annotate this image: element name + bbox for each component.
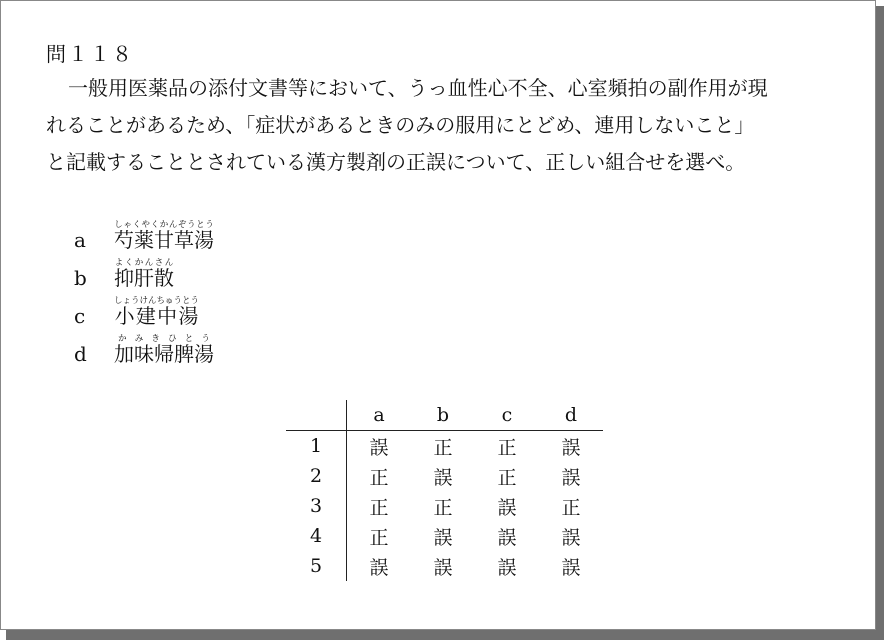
header-col-a: a — [347, 400, 412, 431]
option-letter: b — [74, 266, 87, 290]
cell-a: 正 — [369, 466, 389, 489]
option-letter: a — [74, 228, 86, 252]
cell-c: 正 — [497, 466, 517, 489]
cell-a: 正 — [369, 496, 389, 519]
table-row — [286, 521, 603, 551]
card-shadow-right — [876, 6, 884, 636]
option-letter: d — [74, 342, 87, 366]
option-name: 加味帰脾湯 — [114, 342, 214, 366]
row-number: 1 — [286, 431, 347, 462]
cell-d: 誤 — [561, 526, 581, 549]
card-shadow-bottom — [6, 630, 884, 640]
cell-d: 誤 — [561, 556, 581, 579]
table-row — [286, 491, 603, 521]
question-line-1: 一般用医薬品の添付文書等において、うっ血性心不全、心室頻拍の副作用が現 — [68, 76, 768, 100]
cell-a: 正 — [369, 526, 389, 549]
option-name: 芍薬甘草湯 — [114, 228, 214, 252]
answer-table — [286, 400, 603, 581]
option-b — [74, 258, 174, 291]
option-reading: よくかんさん — [114, 258, 174, 268]
option-reading: しょうけんちゅうとう — [114, 296, 200, 306]
cell-c: 誤 — [497, 526, 517, 549]
option-name: 抑肝散 — [114, 266, 174, 290]
option-d — [74, 334, 214, 367]
header-col-c: c — [475, 400, 539, 431]
cell-c: 誤 — [497, 496, 517, 519]
option-a — [74, 220, 214, 253]
header-col-b: b — [411, 400, 475, 431]
cell-d: 誤 — [561, 436, 581, 459]
table-row — [286, 461, 603, 491]
question-line-2: れることがあるため、「症状があるときのみの服用にとどめ、連用しないこと」 — [46, 113, 755, 137]
row-number: 2 — [286, 461, 347, 491]
question-text — [46, 70, 846, 181]
cell-a: 誤 — [369, 436, 389, 459]
row-number: 5 — [286, 551, 347, 581]
table-row — [286, 551, 603, 581]
cell-d: 誤 — [561, 466, 581, 489]
option-reading: かみきひとう — [114, 334, 214, 344]
row-number: 3 — [286, 491, 347, 521]
question-line-3: と記載することとされている漢方製剤の正誤について、正しい組合せを選べ。 — [46, 150, 746, 174]
answer-table-header-row — [286, 400, 603, 431]
row-number: 4 — [286, 521, 347, 551]
table-row — [286, 431, 603, 462]
cell-b: 正 — [433, 496, 453, 519]
cell-c: 誤 — [497, 556, 517, 579]
option-reading: しゃくやくかんぞうとう — [114, 220, 214, 230]
cell-b: 誤 — [433, 556, 453, 579]
header-corner — [286, 400, 347, 431]
cell-a: 誤 — [369, 556, 389, 579]
question-number: 問１１８ — [46, 42, 134, 66]
cell-d: 正 — [561, 496, 581, 519]
option-name: 小建中湯 — [114, 304, 200, 328]
cell-b: 誤 — [433, 466, 453, 489]
cell-b: 正 — [433, 436, 453, 459]
cell-c: 正 — [497, 436, 517, 459]
option-letter: c — [74, 304, 92, 328]
cell-b: 誤 — [433, 526, 453, 549]
header-col-d: d — [539, 400, 603, 431]
option-c — [74, 296, 199, 329]
